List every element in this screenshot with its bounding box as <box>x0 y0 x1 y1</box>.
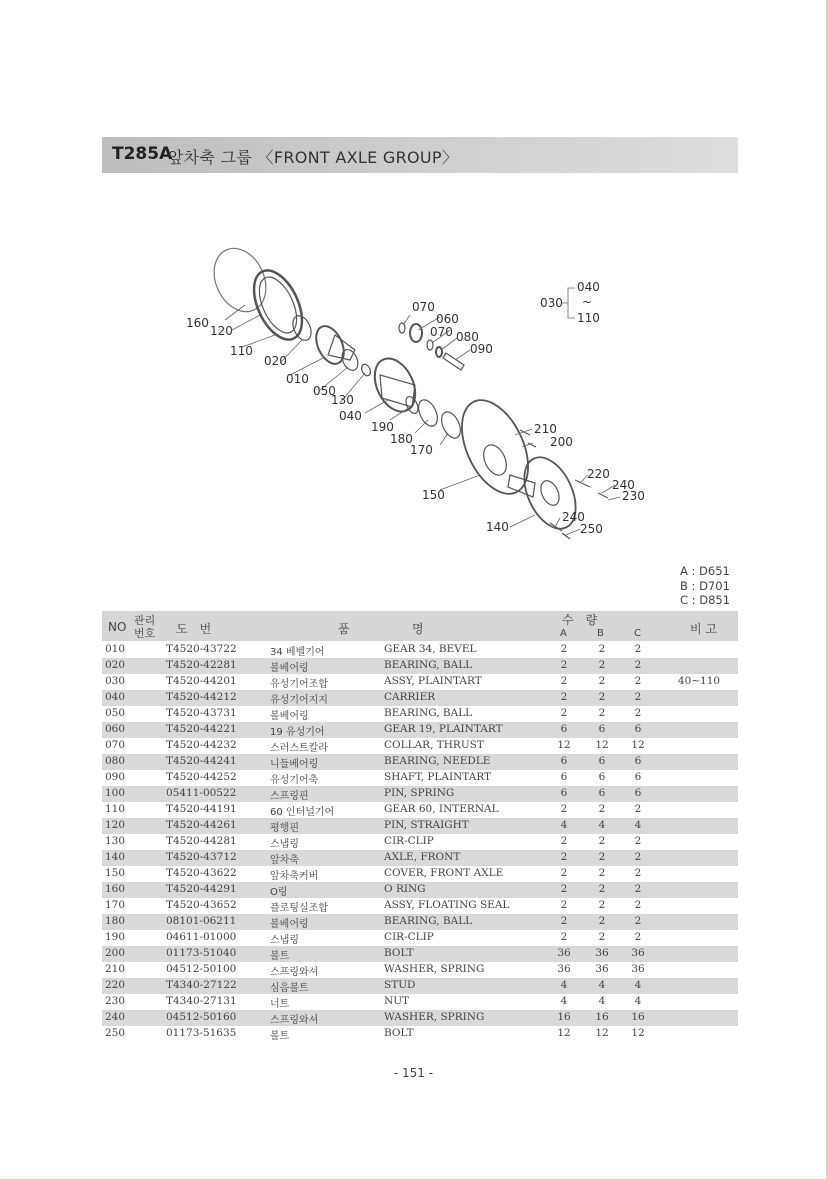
cell-part-number: 05411-00522 <box>166 787 237 799</box>
header-mgmt-top: 관리 <box>134 614 156 627</box>
cell-part-number: T4520-44261 <box>166 819 237 831</box>
header-qty: 수 량 <box>562 613 598 627</box>
label-060: 060 <box>436 312 459 326</box>
cell-qty-c: 6 <box>634 771 642 783</box>
table-row <box>102 770 738 786</box>
header-mgmt-bottom: 번호 <box>134 627 156 640</box>
cell-part-number: T4520-44212 <box>166 691 237 703</box>
cell-qty-a: 6 <box>560 723 568 735</box>
cell-qty-c: 16 <box>631 1011 645 1023</box>
cell-name-kr: 볼베어링 <box>270 663 309 674</box>
cell-qty-a: 12 <box>557 1027 571 1039</box>
table-row <box>102 994 738 1010</box>
cell-name-kr: 평행핀 <box>270 823 299 834</box>
label-240-bottom: 240 <box>562 510 585 524</box>
label-110: 110 <box>230 344 253 358</box>
cell-qty-a: 2 <box>560 707 568 719</box>
cell-name-kr: 60 인터널기어 <box>270 807 335 818</box>
cell-no: 200 <box>105 947 126 959</box>
cell-no: 030 <box>105 675 126 687</box>
cell-name-en: AXLE, FRONT <box>384 851 461 863</box>
cell-part-number: 04611-01000 <box>166 931 237 943</box>
table-row <box>102 962 738 978</box>
cell-part-number: T4520-43622 <box>166 867 237 879</box>
cell-qty-a: 4 <box>560 995 568 1007</box>
cell-no: 240 <box>105 1011 126 1023</box>
cell-qty-b: 4 <box>598 979 606 991</box>
cell-part-number: 01173-51635 <box>166 1027 237 1039</box>
cell-part-number: T4520-42281 <box>166 659 237 671</box>
cell-qty-b: 2 <box>598 883 606 895</box>
cell-remark: 40~110 <box>677 675 721 687</box>
cell-no: 170 <box>105 899 126 911</box>
cell-qty-b: 2 <box>598 691 606 703</box>
cell-name-en: ASSY, FLOATING SEAL <box>384 899 510 911</box>
cell-qty-c: 2 <box>634 691 642 703</box>
label-group-110: 110 <box>577 311 600 325</box>
cell-qty-a: 6 <box>560 787 568 799</box>
cell-qty-b: 2 <box>598 915 606 927</box>
label-050: 050 <box>313 384 336 398</box>
cell-name-en: GEAR 34, BEVEL <box>384 643 477 655</box>
cell-qty-b: 16 <box>595 1011 609 1023</box>
cell-name-kr: 스냅링 <box>270 839 299 850</box>
cell-qty-c: 6 <box>634 755 642 767</box>
cell-qty-c: 4 <box>634 995 642 1007</box>
model-b: B : D701 <box>680 578 730 593</box>
label-group-030: 030 <box>540 296 563 310</box>
label-210: 210 <box>534 422 557 436</box>
cell-qty-b: 4 <box>598 995 606 1007</box>
cell-qty-c: 2 <box>634 931 642 943</box>
cell-qty-a: 2 <box>560 691 568 703</box>
cell-name-kr: 스냅링 <box>270 935 299 946</box>
cell-no: 150 <box>105 867 126 879</box>
cell-name-kr: 스프링와셔 <box>270 1015 319 1026</box>
cell-no: 120 <box>105 819 126 831</box>
cell-name-en: CIR-CLIP <box>384 835 434 847</box>
cell-part-number: T4520-44291 <box>166 883 237 895</box>
cell-qty-c: 2 <box>634 707 642 719</box>
cell-qty-c: 6 <box>634 723 642 735</box>
cell-name-en: CIR-CLIP <box>384 931 434 943</box>
header-qty-b: B <box>597 628 604 639</box>
cell-qty-c: 2 <box>634 867 642 879</box>
header-name-2: 명 <box>412 622 424 636</box>
cell-part-number: T4520-43712 <box>166 851 237 863</box>
table-row <box>102 850 738 866</box>
table-row <box>102 834 738 850</box>
cell-name-kr: 유성기어지지 <box>270 695 328 706</box>
cell-qty-a: 2 <box>560 899 568 911</box>
page-number: - 151 - <box>393 1066 434 1080</box>
cell-no: 040 <box>105 691 126 703</box>
cell-part-number: T4520-44281 <box>166 835 237 847</box>
cell-part-number: T4520-43731 <box>166 707 237 719</box>
cell-no: 090 <box>105 771 126 783</box>
label-040: 040 <box>339 409 362 423</box>
cell-qty-c: 2 <box>634 675 642 687</box>
label-170: 170 <box>410 443 433 457</box>
cell-qty-b: 6 <box>598 787 606 799</box>
cell-no: 250 <box>105 1027 126 1039</box>
cell-qty-b: 2 <box>598 835 606 847</box>
cell-name-en: GEAR 60, INTERNAL <box>384 803 499 815</box>
table-row <box>102 946 738 962</box>
table-row <box>102 706 738 722</box>
cell-name-kr: 스프링핀 <box>270 791 309 802</box>
cell-qty-a: 16 <box>557 1011 571 1023</box>
header-remark: 비 고 <box>690 622 717 636</box>
cell-qty-a: 6 <box>560 771 568 783</box>
exploded-parts-diagram <box>150 235 660 555</box>
cell-qty-c: 2 <box>634 899 642 911</box>
table-row <box>102 690 738 706</box>
cell-qty-b: 2 <box>598 675 606 687</box>
cell-part-number: T4520-44232 <box>166 739 237 751</box>
cell-qty-c: 12 <box>631 739 645 751</box>
label-070-mid: 070 <box>430 325 453 339</box>
cell-name-kr: 볼베어링 <box>270 919 309 930</box>
label-090: 090 <box>470 342 493 356</box>
parts-table-body <box>102 642 738 1042</box>
model-c: C : D851 <box>680 593 731 607</box>
header-name-1: 품 <box>338 622 350 636</box>
cell-name-en: SHAFT, PLAINTART <box>384 771 492 783</box>
cell-name-en: PIN, SPRING <box>384 787 455 799</box>
cell-name-kr: 플로팅실조합 <box>270 903 328 914</box>
label-group-tilde: ~ <box>582 295 593 309</box>
cell-part-number: 08101-06211 <box>166 915 237 927</box>
cell-qty-c: 2 <box>634 915 642 927</box>
cell-no: 230 <box>105 995 126 1007</box>
table-row <box>102 898 738 914</box>
cell-qty-b: 2 <box>598 803 606 815</box>
cell-name-en: BEARING, NEEDLE <box>384 755 491 767</box>
model-a: A : D651 <box>680 564 730 578</box>
cell-qty-b: 2 <box>598 707 606 719</box>
parts-table-header <box>102 611 738 641</box>
cell-name-kr: 볼트 <box>270 951 290 962</box>
header-no: NO <box>108 620 127 634</box>
cell-name-en: STUD <box>384 979 416 991</box>
cell-qty-b: 2 <box>598 931 606 943</box>
cell-name-en: CARRIER <box>384 691 436 703</box>
table-row <box>102 658 738 674</box>
cell-qty-a: 2 <box>560 851 568 863</box>
cell-no: 050 <box>105 707 126 719</box>
label-240-right: 240 <box>612 478 635 492</box>
label-group-040: 040 <box>577 280 600 294</box>
cell-qty-c: 2 <box>634 659 642 671</box>
table-row <box>102 674 738 690</box>
label-200: 200 <box>550 435 573 449</box>
cell-no: 070 <box>105 739 126 751</box>
cell-qty-a: 2 <box>560 643 568 655</box>
cell-qty-a: 2 <box>560 659 568 671</box>
cell-qty-c: 2 <box>634 803 642 815</box>
cell-name-kr: 심음볼트 <box>270 983 309 994</box>
cell-qty-c: 4 <box>634 819 642 831</box>
cell-name-kr: 너트 <box>270 999 290 1010</box>
label-010: 010 <box>286 372 309 386</box>
cell-qty-a: 2 <box>560 915 568 927</box>
cell-qty-c: 2 <box>634 835 642 847</box>
table-row <box>102 914 738 930</box>
cell-qty-a: 6 <box>560 755 568 767</box>
label-250: 250 <box>580 522 603 536</box>
cell-qty-b: 4 <box>598 819 606 831</box>
cell-qty-b: 2 <box>598 643 606 655</box>
cell-part-number: 01173-51040 <box>166 947 237 959</box>
cell-qty-b: 2 <box>598 867 606 879</box>
cell-no: 190 <box>105 931 126 943</box>
cell-qty-c: 2 <box>634 883 642 895</box>
label-070-top: 070 <box>412 300 435 314</box>
cell-part-number: T4520-43652 <box>166 899 237 911</box>
cell-name-en: ASSY, PLAINTART <box>384 675 482 687</box>
cell-part-number: T4520-43722 <box>166 643 237 655</box>
label-140: 140 <box>486 520 509 534</box>
cell-part-number: T4520-44191 <box>166 803 237 815</box>
cell-qty-a: 4 <box>560 979 568 991</box>
cell-qty-b: 6 <box>598 771 606 783</box>
cell-qty-b: 36 <box>595 963 609 975</box>
cell-qty-a: 12 <box>557 739 571 751</box>
cell-qty-b: 6 <box>598 755 606 767</box>
table-row <box>102 722 738 738</box>
cell-qty-c: 4 <box>634 979 642 991</box>
label-130: 130 <box>331 393 354 407</box>
label-220: 220 <box>587 467 610 481</box>
cell-qty-b: 12 <box>595 739 609 751</box>
cell-name-en: GEAR 19, PLAINTART <box>384 723 503 735</box>
table-row <box>102 642 738 658</box>
cell-no: 060 <box>105 723 126 735</box>
header-qty-c: C <box>634 628 641 639</box>
cell-qty-a: 36 <box>557 963 571 975</box>
cell-qty-a: 2 <box>560 931 568 943</box>
cell-name-kr: 볼트 <box>270 1031 290 1042</box>
cell-qty-b: 2 <box>598 659 606 671</box>
table-row <box>102 1010 738 1026</box>
cell-name-en: NUT <box>384 995 410 1007</box>
cell-name-kr: 볼베어링 <box>270 711 309 722</box>
cell-part-number: T4340-27122 <box>166 979 237 991</box>
cell-qty-a: 4 <box>560 819 568 831</box>
cell-no: 080 <box>105 755 126 767</box>
cell-name-en: BEARING, BALL <box>384 915 473 927</box>
cell-name-kr: 앞차축 <box>270 855 299 866</box>
cell-no: 100 <box>105 787 126 799</box>
cell-qty-a: 2 <box>560 835 568 847</box>
cell-qty-c: 36 <box>631 963 645 975</box>
header-qty-a: A <box>560 628 567 639</box>
cell-name-kr: 유성기어축 <box>270 775 319 786</box>
label-160: 160 <box>186 316 209 330</box>
table-row <box>102 738 738 754</box>
label-190: 190 <box>371 420 394 434</box>
cell-qty-a: 2 <box>560 803 568 815</box>
cell-no: 220 <box>105 979 126 991</box>
cell-name-kr: O링 <box>270 887 288 898</box>
cell-qty-c: 12 <box>631 1027 645 1039</box>
table-row <box>102 930 738 946</box>
cell-name-en: WASHER, SPRING <box>384 1011 485 1023</box>
cell-qty-a: 2 <box>560 867 568 879</box>
table-row <box>102 802 738 818</box>
cell-qty-c: 6 <box>634 787 642 799</box>
cell-part-number: T4340-27131 <box>166 995 237 1007</box>
cell-qty-a: 2 <box>560 883 568 895</box>
cell-no: 160 <box>105 883 126 895</box>
cell-name-en: O RING <box>384 883 426 895</box>
cell-qty-a: 2 <box>560 675 568 687</box>
table-row <box>102 866 738 882</box>
cell-qty-c: 2 <box>634 851 642 863</box>
cell-part-number: T4520-44241 <box>166 755 237 767</box>
table-row <box>102 818 738 834</box>
cell-no: 010 <box>105 643 126 655</box>
cell-name-en: BOLT <box>384 947 414 959</box>
cell-name-en: BOLT <box>384 1027 414 1039</box>
table-row <box>102 754 738 770</box>
cell-qty-b: 36 <box>595 947 609 959</box>
cell-qty-b: 6 <box>598 723 606 735</box>
cell-name-en: BEARING, BALL <box>384 659 473 671</box>
cell-no: 210 <box>105 963 126 975</box>
table-row <box>102 786 738 802</box>
cell-part-number: T4520-44252 <box>166 771 237 783</box>
cell-name-kr: 앞차축커버 <box>270 871 319 882</box>
cell-name-kr: 19 유성기어 <box>270 727 325 738</box>
cell-name-kr: 니들베어링 <box>270 759 319 770</box>
cell-qty-b: 2 <box>598 851 606 863</box>
cell-part-number: 04512-50100 <box>166 963 237 975</box>
cell-qty-b: 2 <box>598 899 606 911</box>
cell-name-en: BEARING, BALL <box>384 707 473 719</box>
cell-no: 110 <box>105 803 126 815</box>
table-row <box>102 978 738 994</box>
cell-qty-c: 2 <box>634 643 642 655</box>
cell-no: 140 <box>105 851 126 863</box>
cell-name-kr: 34 베벨기어 <box>270 647 325 658</box>
cell-part-number: 04512-50160 <box>166 1011 237 1023</box>
model-legend <box>680 564 730 608</box>
label-150: 150 <box>422 488 445 502</box>
page-title: 앞차축 그룹 〈FRONT AXLE GROUP〉 <box>168 148 459 167</box>
label-120: 120 <box>210 324 233 338</box>
cell-no: 180 <box>105 915 126 927</box>
table-row <box>102 1026 738 1042</box>
cell-name-en: COLLAR, THRUST <box>384 739 484 751</box>
cell-part-number: T4520-44201 <box>166 675 237 687</box>
cell-name-en: PIN, STRAIGHT <box>384 819 469 831</box>
cell-name-en: WASHER, SPRING <box>384 963 485 975</box>
cell-qty-c: 36 <box>631 947 645 959</box>
cell-name-kr: 스프링와셔 <box>270 967 319 978</box>
table-row <box>102 882 738 898</box>
cell-name-en: COVER, FRONT AXLE <box>384 867 504 879</box>
cell-no: 130 <box>105 835 126 847</box>
cell-name-kr: 스러스트칼라 <box>270 743 328 754</box>
group-code: T285A <box>112 144 173 164</box>
cell-qty-a: 36 <box>557 947 571 959</box>
label-180: 180 <box>390 432 413 446</box>
cell-no: 020 <box>105 659 126 671</box>
header-drawing-no: 도 번 <box>176 622 212 636</box>
cell-qty-b: 12 <box>595 1027 609 1039</box>
cell-name-kr: 유성기어조합 <box>270 679 328 690</box>
label-020: 020 <box>264 354 287 368</box>
label-080: 080 <box>456 330 479 344</box>
label-230: 230 <box>622 489 645 503</box>
cell-part-number: T4520-44221 <box>166 723 237 735</box>
